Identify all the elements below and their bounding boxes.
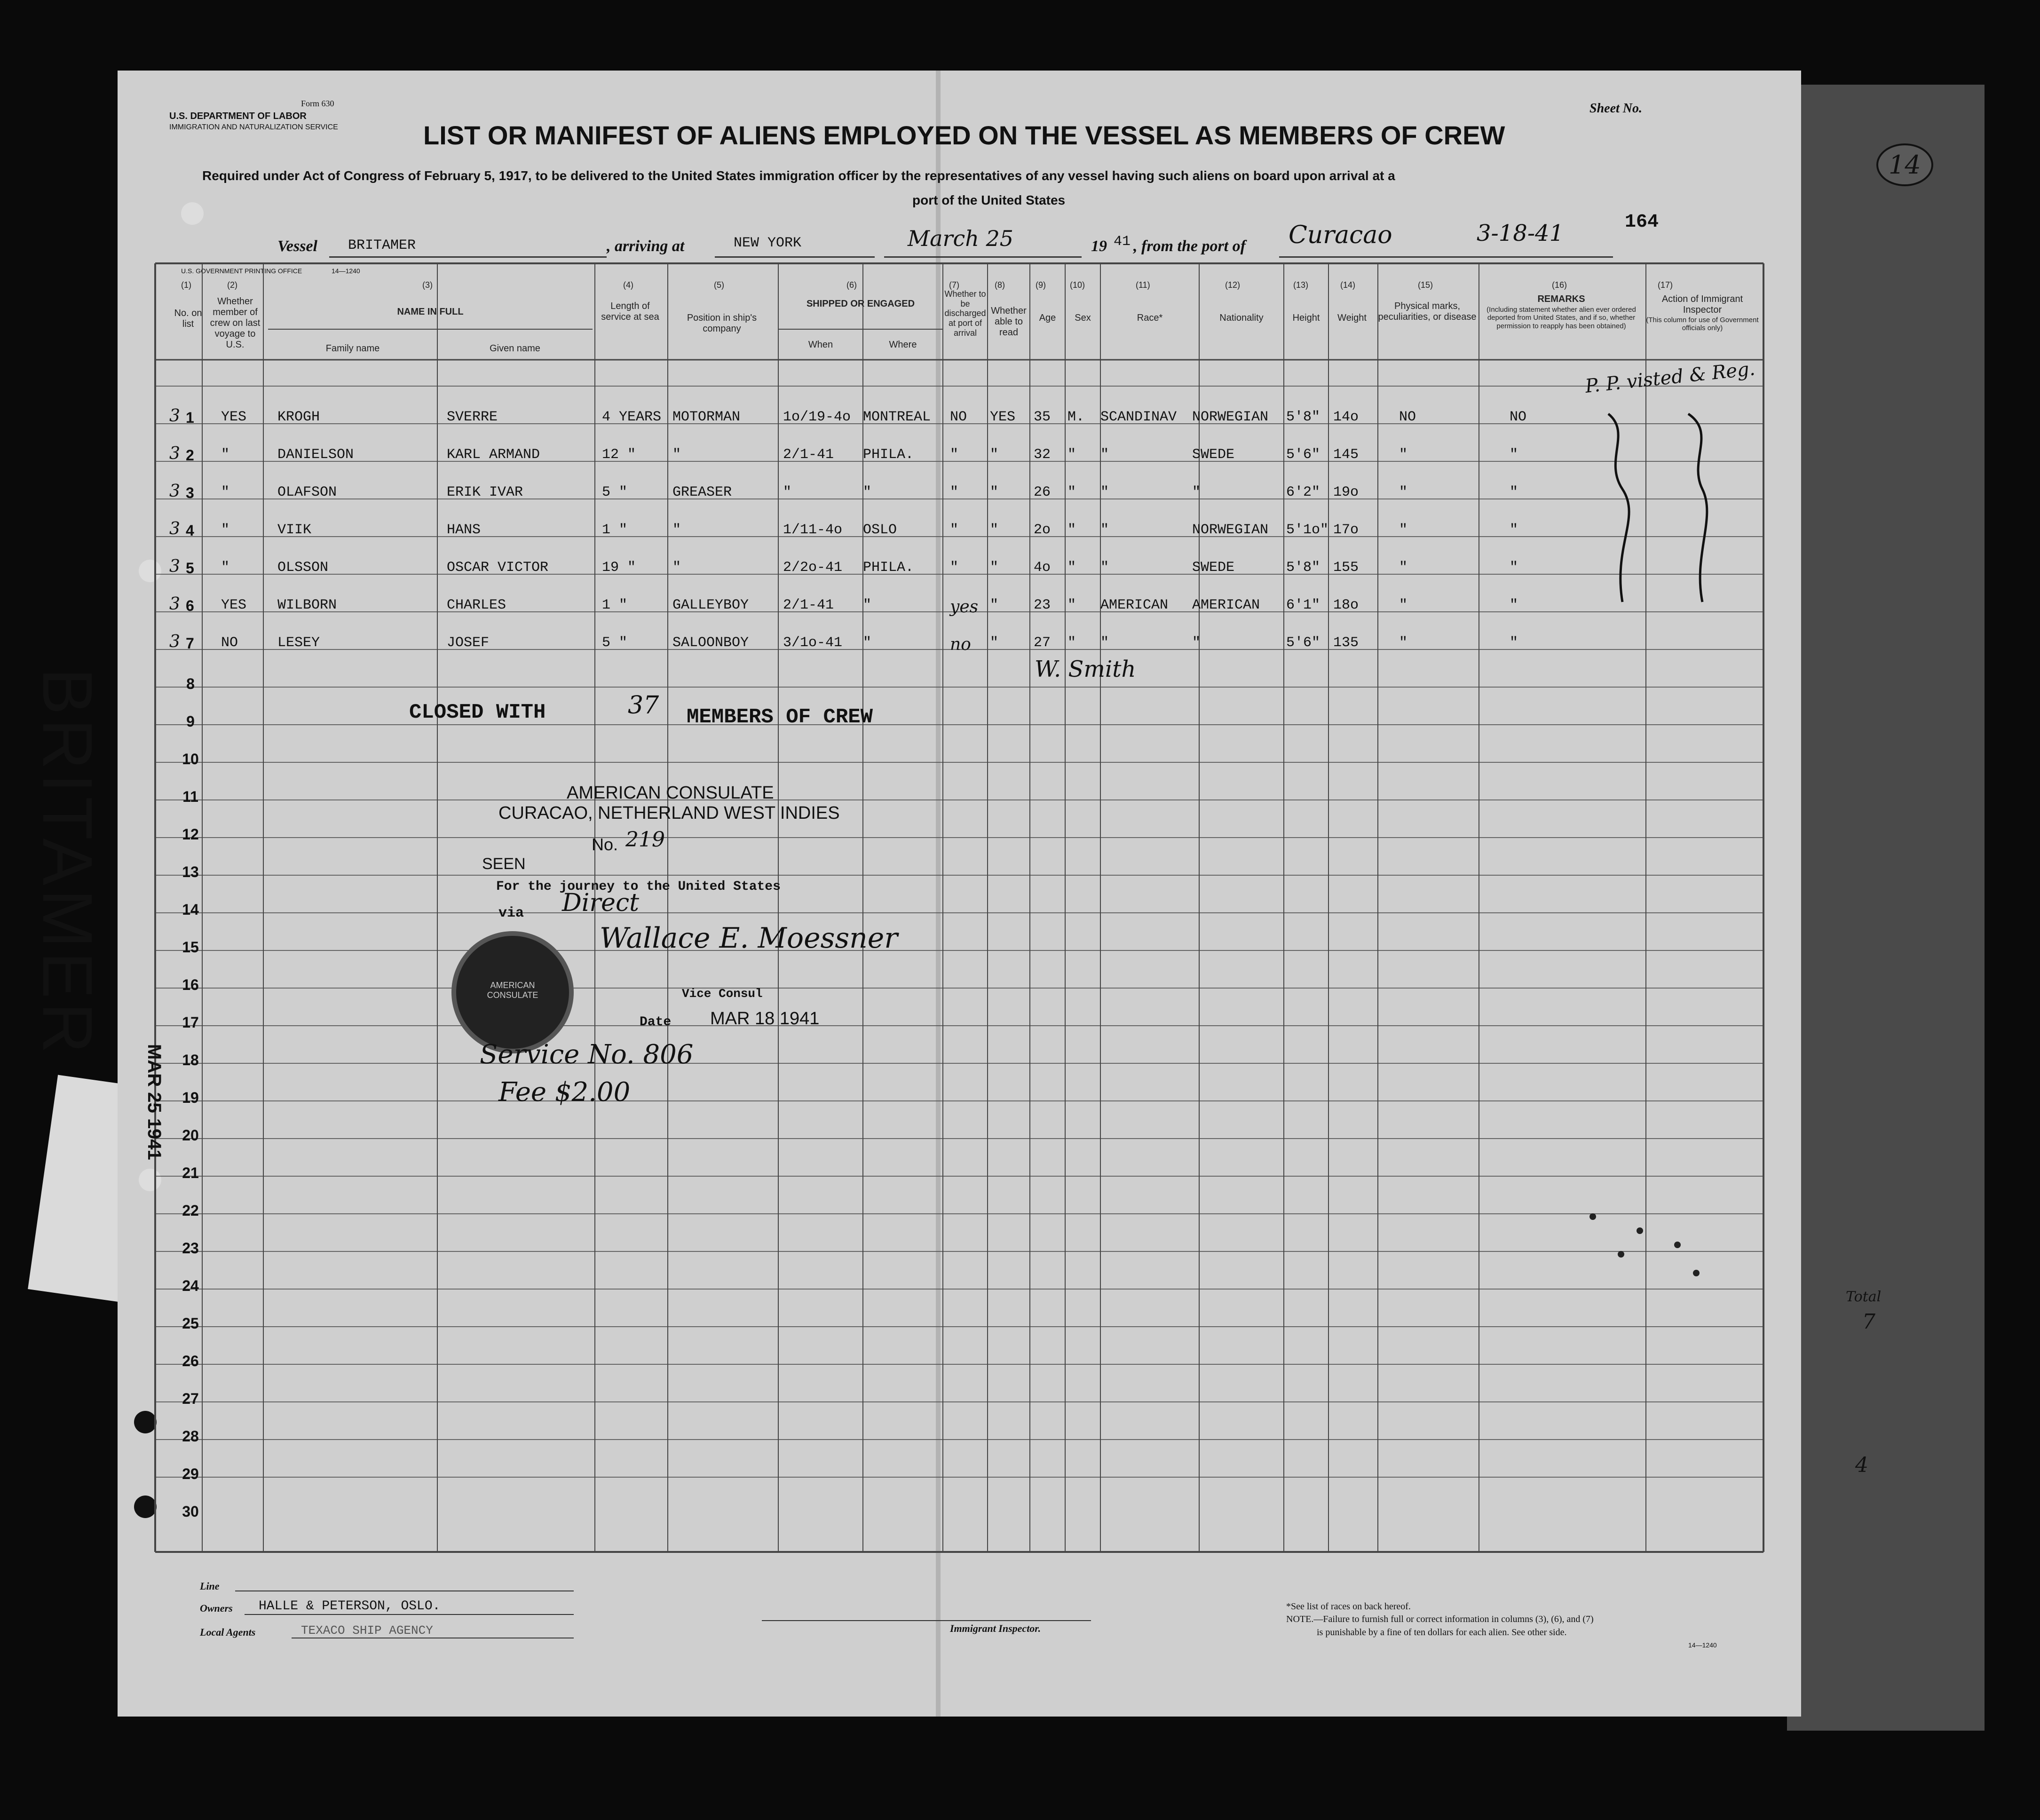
form-subtitle: Required under Act of Congress of February 5, 1917, to be delivered to the United States immigration officer by the representatives of any vessel having such aliens on board upon arrival at a [202, 168, 1395, 183]
crew-given: SVERRE [447, 409, 498, 425]
crew-service: 4 YEARS [602, 409, 662, 425]
crew-no: 5 [186, 560, 194, 577]
row-number: 19 [182, 1089, 199, 1106]
crew-where: OSLO [863, 522, 897, 538]
inspector-label: Immigrant Inspector. [950, 1622, 1041, 1634]
crew-sex: " [1067, 635, 1076, 651]
crew-last-voyage: " [221, 484, 230, 500]
footer-note-races: *See list of races on back hereof. [1286, 1601, 1411, 1612]
closed-suffix: MEMBERS OF CREW [687, 705, 873, 729]
crew-discharged: " [950, 484, 959, 500]
crew-service: 19 " [602, 560, 636, 576]
crew-marks: " [1399, 522, 1408, 538]
crew-read: " [990, 560, 999, 576]
owners-value: HALLE & PETERSON, OSLO. [259, 1599, 441, 1614]
crew-when: 2/1-41 [783, 447, 834, 463]
crew-age: 23 [1034, 597, 1051, 613]
row-number: 28 [182, 1428, 199, 1445]
crew-weight: 18o [1333, 597, 1359, 613]
col-num-3: (3) [422, 280, 433, 290]
col-num-13: (13) [1293, 280, 1309, 290]
year-suffix: 41 [1114, 234, 1131, 250]
form-subtitle-2: port of the United States [912, 193, 1066, 207]
agency-service: IMMIGRATION AND NATURALIZATION SERVICE [169, 123, 338, 131]
consul-signature: Wallace E. Moessner [600, 922, 898, 955]
arriving-label: , arriving at [607, 237, 685, 255]
crew-no: 7 [186, 635, 194, 652]
crew-sex: " [1067, 597, 1076, 613]
crew-age: 2o [1034, 522, 1051, 538]
crew-age: 27 [1034, 635, 1051, 651]
col-num-15: (15) [1418, 280, 1433, 290]
col-header-where: Where [889, 340, 917, 350]
row-number: 29 [182, 1465, 199, 1482]
crew-marks: NO [1399, 409, 1416, 425]
col-num-6: (6) [846, 280, 857, 290]
row-number: 25 [182, 1315, 199, 1332]
col-header-given: Given name [490, 343, 540, 354]
crew-service: 12 " [602, 447, 636, 463]
crew-position: " [672, 560, 681, 576]
crew-weight: 19o [1333, 484, 1359, 500]
crew-remarks: " [1510, 560, 1518, 576]
col-num-9: (9) [1036, 280, 1046, 290]
row-number: 16 [182, 976, 199, 993]
crew-height: 5'6" [1286, 635, 1320, 651]
crew-family: WILBORN [277, 597, 337, 613]
col-num-12: (12) [1225, 280, 1241, 290]
crew-race: " [1100, 484, 1109, 500]
crew-race: AMERICAN [1100, 597, 1169, 613]
vessel-name: BRITAMER [348, 237, 416, 253]
crew-position: GALLEYBOY [672, 597, 749, 613]
crew-read: " [990, 447, 999, 463]
row-number: 24 [182, 1277, 199, 1294]
consulate-location: CURACAO, NETHERLAND WEST INDIES [498, 803, 840, 823]
crew-weight: 14o [1333, 409, 1359, 425]
row-number: 9 [186, 713, 195, 730]
crew-weight: 145 [1333, 447, 1359, 463]
col-num-7: (7) [949, 280, 959, 290]
crew-last-voyage: NO [221, 635, 238, 651]
crew-no: 6 [186, 597, 194, 614]
crew-where: " [863, 597, 872, 613]
crew-remarks: NO [1510, 409, 1527, 425]
crew-family: VIIK [277, 522, 312, 538]
col-header-no: No. on list [174, 308, 202, 329]
from-port-label: , from the port of [1133, 237, 1246, 255]
col-header-position: Position in ship's company [687, 313, 757, 334]
crew-age: 35 [1034, 409, 1051, 425]
total-count: 7 [1862, 1310, 1875, 1334]
crew-last-voyage: " [221, 560, 230, 576]
row-number: 14 [182, 901, 199, 918]
col-header-shipped: SHIPPED OR ENGAGED [806, 299, 915, 309]
crew-where: MONTREAL [863, 409, 931, 425]
crew-given: HANS [447, 522, 481, 538]
crew-height: 5'1o" [1286, 522, 1329, 538]
crew-no: 2 [186, 447, 194, 464]
crew-height: 6'1" [1286, 597, 1320, 613]
crew-service: 1 " [602, 597, 628, 613]
crew-sex: " [1067, 484, 1076, 500]
crew-last-voyage: " [221, 522, 230, 538]
row-number: 11 [182, 788, 198, 805]
consulate-no-value: 219 [625, 828, 665, 852]
crew-prefix: 3 [169, 594, 180, 614]
crew-remarks: " [1510, 447, 1518, 463]
crew-discharged: yes [950, 597, 979, 617]
consular-fee: Fee $2.00 [498, 1077, 631, 1108]
crew-sex: " [1067, 522, 1076, 538]
consulate-seal [451, 931, 574, 1053]
seen-label: SEEN [482, 855, 526, 873]
col-header-sex: Sex [1075, 313, 1091, 323]
crew-family: KROGH [277, 409, 320, 425]
crew-family: OLAFSON [277, 484, 337, 500]
col-header-remarks-note: (Including statement whether alien ever ordered deported from United States, and if so, whether permission to reapply has been obtained) [1487, 306, 1636, 330]
crew-given: OSCAR VICTOR [447, 560, 549, 576]
col-header-name: NAME IN FULL [397, 307, 464, 317]
crew-family: LESEY [277, 635, 320, 651]
row-number: 10 [182, 751, 199, 768]
col-header-height: Height [1292, 313, 1320, 323]
col-header-age: Age [1039, 313, 1056, 323]
crew-last-voyage: " [221, 447, 230, 463]
crew-nationality: NORWEGIAN [1192, 409, 1269, 425]
row-number: 22 [182, 1202, 199, 1219]
crew-height: 5'8" [1286, 409, 1320, 425]
line-label: Line [200, 1580, 220, 1592]
consulate-no-label: No. [592, 835, 618, 854]
col-header-action: Action of Immigrant Inspector [1661, 294, 1743, 315]
col-num-11: (11) [1136, 280, 1150, 290]
crew-where: PHILA. [863, 447, 914, 463]
crew-nationality: " [1192, 484, 1201, 500]
crew-service: 5 " [602, 635, 628, 651]
col-header-family: Family name [325, 343, 380, 354]
row-number: 30 [182, 1503, 199, 1520]
crew-weight: 17o [1333, 522, 1359, 538]
form-code-top: 14—1240 [332, 267, 360, 275]
side-stamp-date: MAR 25 1941 [144, 1044, 165, 1160]
consul-title: Vice Consul [682, 987, 763, 1001]
crew-discharged: NO [950, 409, 967, 425]
col-header-remarks: REMARKS [1537, 294, 1585, 304]
crew-discharged: no [950, 635, 971, 654]
crew-family: OLSSON [277, 560, 329, 576]
crew-marks: " [1399, 635, 1408, 651]
crew-race: " [1100, 447, 1109, 463]
closed-label: CLOSED WITH [409, 701, 546, 724]
agents-label: Local Agents [200, 1626, 256, 1638]
crew-race: SCANDINAV [1100, 409, 1177, 425]
col-num-1: (1) [181, 280, 191, 290]
crew-weight: 135 [1333, 635, 1359, 651]
sheet-number-label: Sheet No. [1589, 101, 1642, 116]
crew-position: SALOONBOY [672, 635, 749, 651]
col-header-race: Race* [1137, 313, 1163, 323]
col-header-nationality: Nationality [1219, 313, 1264, 323]
col-num-10: (10) [1070, 280, 1085, 290]
crew-race: " [1100, 560, 1109, 576]
crew-position: MOTORMAN [672, 409, 741, 425]
crew-position: GREASER [672, 484, 732, 500]
crew-service: 5 " [602, 484, 628, 500]
agents-value: TEXACO SHIP AGENCY [301, 1623, 433, 1638]
col-num-17: (17) [1658, 280, 1673, 290]
departure-date: 3-18-41 [1477, 220, 1564, 246]
footer-form-code: 14—1240 [1688, 1641, 1717, 1649]
col-header-weight: Weight [1337, 313, 1367, 323]
row-number: 8 [186, 675, 195, 692]
crew-remarks: " [1510, 635, 1518, 651]
via-label: via [498, 905, 524, 921]
crew-sex: " [1067, 447, 1076, 463]
crew-where: PHILA. [863, 560, 914, 576]
ink-spot [1589, 1213, 1596, 1220]
vessel-side-stamp: BRITAMER [28, 668, 107, 1057]
consulate-name: AMERICAN CONSULATE [567, 783, 774, 803]
crew-when: 3/1o-41 [783, 635, 843, 651]
journey-label: For the journey to the United States [496, 879, 781, 894]
crew-prefix: 3 [169, 406, 180, 426]
inspector-brace [1594, 404, 1735, 616]
inspector-note: P. P. visted & Reg. [1584, 358, 1756, 397]
crew-given: KARL ARMAND [447, 447, 540, 463]
crew-marks: " [1399, 597, 1408, 613]
arrival-date: March 25 [908, 226, 1014, 251]
col-num-4: (4) [623, 280, 633, 290]
footer-note-penalty: NOTE.—Failure to furnish full or correct information in columns (3), (6), and (7) [1286, 1614, 1594, 1624]
form-number: Form 630 [301, 99, 334, 108]
row-number: 20 [182, 1127, 199, 1144]
crew-sex: M. [1067, 409, 1085, 425]
col-header-marks: Physical marks, peculiarities, or disease [1378, 301, 1477, 322]
row-number: 12 [182, 826, 199, 843]
col-header-action-note: (This column for use of Government officials only) [1646, 316, 1759, 332]
crew-given: ERIK IVAR [447, 484, 523, 500]
crew-discharged: " [950, 560, 959, 576]
crew-prefix: 3 [169, 444, 180, 463]
crew-no: 3 [186, 484, 194, 501]
crew-age: 32 [1034, 447, 1051, 463]
seal-lettering: AMERICAN CONSULATE [487, 981, 538, 1000]
crew-when: 1/11-4o [783, 522, 843, 538]
crew-last-voyage: YES [221, 409, 247, 425]
crew-when: 2/2o-41 [783, 560, 843, 576]
row-number: 17 [182, 1014, 199, 1031]
row-number: 27 [182, 1390, 199, 1407]
printing-office: U.S. GOVERNMENT PRINTING OFFICE [181, 267, 302, 275]
crew-position: " [672, 522, 681, 538]
crew-discharged: " [950, 522, 959, 538]
crew-prefix: 3 [169, 557, 180, 576]
crew-read: YES [990, 409, 1016, 425]
crew-position: " [672, 447, 681, 463]
crew-nationality: AMERICAN [1192, 597, 1260, 613]
row-number: 23 [182, 1240, 199, 1257]
crew-when: " [783, 484, 792, 500]
col-header-when: When [808, 340, 833, 350]
crew-read: " [990, 597, 999, 613]
crew-when: 1o/19-4o [783, 409, 851, 425]
departure-port: Curacao [1289, 221, 1392, 249]
row-number: 21 [182, 1164, 199, 1181]
col-num-2: (2) [227, 280, 237, 290]
year-prefix: 19 [1091, 237, 1107, 255]
col-header-service: Length of service at sea [601, 301, 659, 322]
crew-nationality: SWEDE [1192, 560, 1235, 576]
row-number: 15 [182, 939, 199, 956]
col-num-8: (8) [995, 280, 1005, 290]
row-number: 18 [182, 1052, 199, 1068]
col-num-14: (14) [1340, 280, 1356, 290]
row-number: 13 [182, 863, 199, 880]
crew-where: " [863, 635, 872, 651]
page-number: 164 [1625, 212, 1659, 233]
col-header-read: Whether able to read [991, 306, 1027, 338]
crew-discharged: " [950, 447, 959, 463]
row-number: 26 [182, 1353, 199, 1369]
crew-no: 4 [186, 522, 194, 539]
corner-mark: 14 [1876, 143, 1933, 186]
crew-height: 5'8" [1286, 560, 1320, 576]
crew-height: 6'2" [1286, 484, 1320, 500]
arrival-port: NEW YORK [734, 235, 802, 251]
crew-service: 1 " [602, 522, 628, 538]
closed-count: 37 [628, 691, 659, 720]
crew-nationality: SWEDE [1192, 447, 1235, 463]
footer-note-penalty-2: is punishable by a fine of ten dollars for each alien. See other side. [1317, 1627, 1567, 1638]
date-label: Date [640, 1015, 672, 1029]
form-title: LIST OR MANIFEST OF ALIENS EMPLOYED ON THE VESSEL AS MEMBERS OF CREW [423, 120, 1505, 150]
total-count-2: 4 [1855, 1453, 1868, 1477]
crew-nationality: NORWEGIAN [1192, 522, 1269, 538]
crew-height: 5'6" [1286, 447, 1320, 463]
crew-marks: " [1399, 484, 1408, 500]
service-number: Service No. 806 [480, 1039, 694, 1070]
crew-nationality: " [1192, 635, 1201, 651]
crew-sex: " [1067, 560, 1076, 576]
crew-no: 1 [186, 409, 194, 426]
crew-marks: " [1399, 560, 1408, 576]
col-num-16: (16) [1552, 280, 1567, 290]
via-value: Direct [562, 889, 639, 917]
owners-label: Owners [200, 1602, 233, 1614]
ink-spot [1618, 1251, 1624, 1258]
crew-race: " [1100, 522, 1109, 538]
col-header-discharged: Whether to be discharged at port of arrival [944, 289, 986, 338]
crew-remarks: " [1510, 597, 1518, 613]
col-header-last-voyage: Whether member of crew on last voyage to U.S. [210, 296, 261, 350]
ink-spot [1637, 1227, 1643, 1234]
crew-prefix: 3 [169, 632, 180, 651]
agency-name: U.S. DEPARTMENT OF LABOR [169, 111, 307, 121]
crew-when: 2/1-41 [783, 597, 834, 613]
crew-read: " [990, 635, 999, 651]
total-label: Total [1846, 1289, 1882, 1305]
ink-spot [1674, 1242, 1681, 1248]
crew-given: CHARLES [447, 597, 506, 613]
crew-weight: 155 [1333, 560, 1359, 576]
crew-read: " [990, 484, 999, 500]
crew-age: 4o [1034, 560, 1051, 576]
examiner-signature: W. Smith [1035, 656, 1136, 682]
crew-given: JOSEF [447, 635, 490, 651]
crew-marks: " [1399, 447, 1408, 463]
crew-family: DANIELSON [277, 447, 354, 463]
crew-remarks: " [1510, 522, 1518, 538]
ink-spot [1693, 1270, 1700, 1276]
crew-age: 26 [1034, 484, 1051, 500]
crew-prefix: 3 [169, 519, 180, 538]
col-num-5: (5) [714, 280, 724, 290]
crew-race: " [1100, 635, 1109, 651]
consulate-date: MAR 18 1941 [710, 1009, 820, 1029]
crew-prefix: 3 [169, 482, 180, 501]
crew-where: " [863, 484, 872, 500]
crew-remarks: " [1510, 484, 1518, 500]
vessel-label: Vessel [277, 237, 317, 255]
crew-last-voyage: YES [221, 597, 247, 613]
crew-read: " [990, 522, 999, 538]
